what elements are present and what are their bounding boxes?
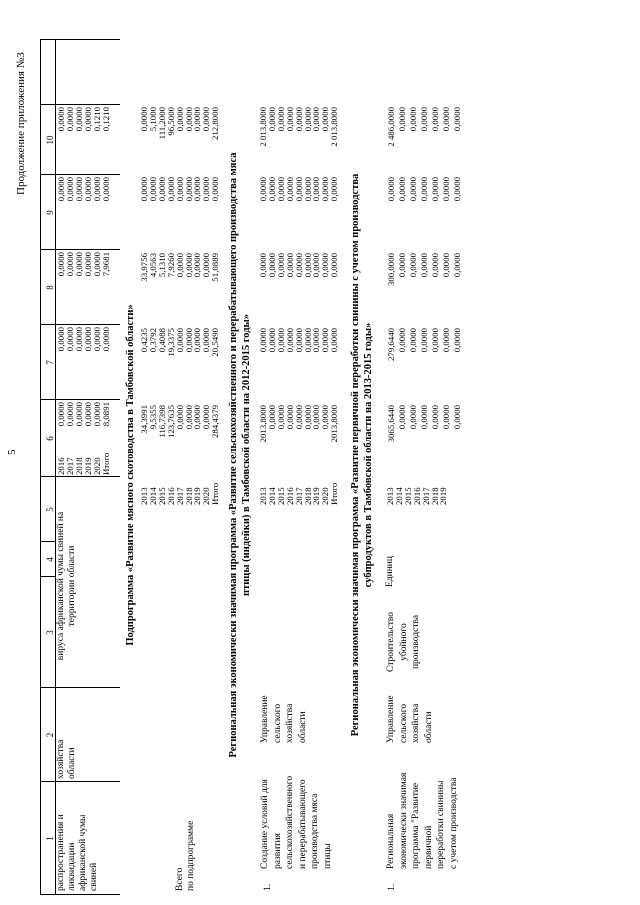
header-col-2: 2 (45, 732, 55, 738)
year-cell: 2014 (147, 487, 158, 505)
sub2-v8 (259, 253, 339, 325)
value-cell: 0,0000 (284, 177, 295, 202)
value-cell: 0,0000 (56, 252, 66, 277)
value-cell: 0,0000 (311, 107, 322, 132)
sub2-v6 (259, 405, 339, 480)
value-cell: 0,0000 (397, 253, 407, 278)
value-cell: 0,0000 (452, 253, 462, 278)
top-years (57, 453, 110, 475)
year-cell: 2016 (165, 487, 176, 505)
header-col-4: 4 (45, 557, 55, 562)
value-cell: 0,0000 (329, 253, 340, 278)
text-line: африканской чумы (78, 814, 88, 891)
value-cell: 0,4235 (139, 328, 149, 353)
header-col-1: 1 (45, 836, 55, 841)
value-cell: 0,0000 (275, 328, 286, 353)
value-cell: 0,0000 (302, 405, 313, 430)
header-col-7: 7 (45, 360, 55, 365)
sub3-v6 (386, 405, 463, 480)
value-cell: 0,0000 (408, 253, 418, 278)
value-cell: 0,0000 (311, 177, 322, 202)
text-line: территории области (67, 545, 77, 627)
value-cell: 0,0000 (64, 327, 75, 352)
value-cell: 0,0000 (408, 405, 418, 430)
value-cell: 7,9260 (165, 253, 176, 278)
sub1-v10 (140, 107, 220, 170)
value-cell: 0,0000 (441, 405, 451, 430)
value-cell: 0,0000 (201, 107, 212, 132)
value-cell: 0,0000 (64, 107, 75, 132)
value-cell: 4,0563 (147, 253, 158, 278)
top-v7 (57, 327, 110, 395)
value-cell: 0,0000 (73, 107, 84, 132)
value-cell: 0,4088 (156, 328, 167, 353)
value-cell: 0,0000 (201, 405, 212, 430)
value-cell: 0,0000 (397, 177, 407, 202)
value-cell: 0,0000 (311, 253, 322, 278)
value-cell: 0,0000 (56, 107, 66, 132)
year-cell: 2018 (73, 457, 84, 475)
value-cell: 0,0000 (452, 177, 462, 202)
value-cell: 0,0000 (266, 328, 277, 353)
value-cell: 0,0000 (192, 177, 203, 202)
value-cell: 5,1000 (147, 107, 158, 132)
year-cell: 2016 (411, 487, 422, 505)
value-cell: 33,9756 (139, 253, 149, 282)
text-line: Региональная (386, 813, 396, 869)
value-cell: 0,0000 (73, 252, 84, 277)
year-cell: 2018 (302, 487, 313, 505)
value-cell: 51,0889 (210, 253, 221, 282)
value-cell: 284,4379 (210, 405, 221, 438)
value-cell: 279,6440 (386, 328, 396, 361)
value-cell: 0,0000 (174, 107, 185, 132)
year-cell: 2015 (156, 487, 167, 505)
top-c3-text (56, 486, 78, 686)
sub1-c1-text (175, 821, 197, 891)
text-line: экономически значимая (398, 772, 409, 869)
text-line: области (67, 747, 77, 779)
value-cell: 0,0000 (73, 327, 84, 352)
value-cell: 0,0000 (320, 107, 331, 132)
value-cell: 0,1210 (100, 107, 111, 132)
value-cell: 0,0000 (91, 252, 102, 277)
value-cell: 0,0000 (441, 177, 451, 202)
year-cell: 2015 (275, 487, 286, 505)
header-col-6: 6 (45, 436, 55, 441)
value-cell: 0,0000 (302, 177, 313, 202)
value-cell: 0,0000 (320, 328, 331, 353)
value-cell: 0,0000 (91, 327, 102, 352)
value-cell: 0,0000 (56, 402, 66, 427)
value-cell: 5,1310 (156, 253, 167, 278)
header-col-5: 5 (45, 507, 55, 512)
value-cell: 0,0000 (397, 107, 407, 132)
text-line: сельского (398, 703, 409, 743)
row-number: 1. (263, 883, 273, 891)
year-cell: 2019 (438, 487, 449, 505)
text-line: ликвидации (67, 842, 77, 891)
text-line: хозяйства (56, 739, 66, 779)
value-cell: 0,0000 (275, 107, 286, 132)
grid-line (40, 39, 120, 40)
year-cell: 2020 (320, 487, 331, 505)
value-cell: 0,0000 (183, 253, 194, 278)
value-cell: 2 013,8000 (329, 107, 340, 147)
value-cell: 2 013,8000 (258, 107, 268, 147)
sub2-c2-text (259, 695, 309, 743)
value-cell: 0,0000 (139, 107, 149, 132)
text-line: Управление (260, 695, 270, 743)
text-line: вируса африканской чумы свиней на (56, 511, 66, 661)
value-cell: 0,0000 (293, 328, 304, 353)
text-line: по подпрограмме (186, 820, 196, 891)
text-line: с учетом производства (448, 777, 459, 869)
year-cell: 2017 (293, 487, 304, 505)
year-cell: Итого (329, 482, 340, 505)
header-col-9: 9 (45, 210, 55, 215)
value-cell: 0,0000 (275, 177, 286, 202)
page-number: 5 (6, 449, 18, 455)
value-cell: 0,0000 (56, 177, 66, 202)
value-cell: 8,0891 (100, 402, 111, 427)
sub1-v8 (140, 253, 220, 325)
value-cell: 0,0000 (320, 253, 331, 278)
header-col-10: 10 (45, 135, 55, 145)
value-cell: 0,0000 (82, 327, 93, 352)
sub3-c3-text (385, 612, 423, 672)
value-cell: 0,0000 (82, 402, 93, 427)
value-cell: 0,0000 (82, 177, 93, 202)
value-cell: 0,0000 (430, 107, 440, 132)
value-cell: 0,0000 (302, 107, 313, 132)
subprogram-title: Подпрограмма «Развитие мясного скотоводства в Тамбовской области» (125, 304, 136, 646)
continuation-note: Продолжение приложения №3 (15, 52, 27, 195)
year-cell: 2016 (284, 487, 295, 505)
top-v8 (57, 252, 110, 320)
value-cell: 0,1210 (91, 107, 102, 132)
value-cell: 2013,8000 (329, 405, 340, 443)
value-cell: 0,0000 (408, 107, 418, 132)
value-cell: 0,0000 (266, 253, 277, 278)
sub3-v9 (386, 177, 463, 245)
value-cell: 0,0000 (419, 177, 429, 202)
year-cell: 2018 (429, 487, 440, 505)
value-cell: 0,0000 (82, 252, 93, 277)
value-cell: 0,0000 (100, 327, 111, 352)
year-cell: 2019 (311, 487, 322, 505)
value-cell: 0,0000 (397, 405, 407, 430)
value-cell: 0,0000 (419, 253, 429, 278)
value-cell: 0,0000 (183, 328, 194, 353)
year-cell: 2020 (201, 487, 212, 505)
unit-label: Единиц (385, 556, 395, 587)
text-line: области (423, 711, 434, 743)
value-cell: 0,0000 (100, 177, 111, 202)
value-cell: 0,0000 (284, 253, 295, 278)
value-cell: 0,0000 (192, 328, 203, 353)
value-cell: 0,0000 (174, 253, 185, 278)
program-title-line1: Региональная экономически значимая программа «Развитие первичной переработки свинины с учетом производства (350, 173, 361, 737)
value-cell: 7,9681 (100, 252, 111, 277)
value-cell: 123,7635 (165, 405, 176, 438)
value-cell: 0,0000 (64, 177, 75, 202)
text-line: сельскохозяйственного (285, 775, 295, 869)
value-cell: 0,0000 (64, 402, 75, 427)
table-top-border (40, 40, 41, 895)
value-cell: 0,0000 (91, 177, 102, 202)
value-cell: 0,0000 (201, 328, 212, 353)
year-cell: 2019 (82, 457, 93, 475)
text-line: переработки свинины (436, 780, 446, 869)
text-line: хозяйства (411, 703, 421, 743)
year-cell: 2014 (266, 487, 277, 505)
value-cell: 0,0000 (386, 177, 396, 202)
value-cell: 0,0000 (284, 405, 295, 430)
year-cell: 2013 (258, 487, 268, 505)
value-cell: 20,5490 (210, 328, 221, 357)
text-line: первичной (423, 825, 434, 869)
text-line: птицы (322, 843, 333, 869)
value-cell: 0,0000 (329, 177, 340, 202)
year-cell: Итого (100, 452, 111, 475)
value-cell: 0,0000 (419, 405, 429, 430)
value-cell: 0,0000 (408, 328, 418, 353)
year-cell: 2017 (420, 487, 431, 505)
value-cell: 0,0000 (419, 328, 429, 353)
value-cell: 0,0000 (73, 402, 84, 427)
sub3-v7 (386, 328, 463, 400)
sub3-c2-text (385, 695, 435, 743)
value-cell: 0,0000 (452, 107, 462, 132)
row-number: 1. (387, 883, 397, 891)
value-cell: 0,0000 (192, 405, 203, 430)
value-cell: 0,0000 (266, 177, 277, 202)
year-cell: 2017 (64, 457, 75, 475)
text-line: производства (411, 614, 421, 670)
sub1-v6 (140, 405, 220, 480)
text-line: хозяйства (285, 703, 295, 743)
value-cell: 0,0000 (183, 405, 194, 430)
text-line: убойного (398, 623, 409, 661)
value-cell: 0,0000 (147, 177, 158, 202)
value-cell: 0,0000 (293, 405, 304, 430)
sub1-v7 (140, 328, 220, 400)
header-col-8: 8 (45, 285, 55, 290)
text-line: распространения и (56, 814, 66, 891)
top-c2-text (56, 740, 78, 779)
top-v10 (57, 107, 110, 170)
value-cell: 0,0000 (320, 177, 331, 202)
value-cell: 0,0000 (452, 405, 462, 430)
value-cell: 0,0000 (441, 328, 451, 353)
value-cell: 9,5355 (147, 405, 158, 430)
text-line: Управление (386, 695, 396, 743)
top-v9 (57, 177, 110, 245)
program-title-line2: птицы (индейки) в Тамбовской области на 2012-2015 годы» (241, 314, 252, 596)
program-title-line2: субпродуктов в Тамбовской области на 2013-2015 годы» (363, 322, 374, 588)
value-cell: 0,0000 (201, 177, 212, 202)
value-cell: 0,0000 (91, 402, 102, 427)
value-cell: 0,0000 (329, 328, 340, 353)
year-cell: 2019 (192, 487, 203, 505)
value-cell: 0,0000 (258, 253, 268, 278)
value-cell: 0,0000 (210, 177, 221, 202)
text-line: свиней (89, 862, 99, 891)
value-cell: 0,0000 (174, 177, 185, 202)
value-cell: 0,0000 (302, 253, 313, 278)
value-cell: 0,0000 (139, 177, 149, 202)
value-cell: 0,0000 (192, 253, 203, 278)
sub3-c1-text (385, 773, 460, 869)
year-cell: 2013 (139, 487, 149, 505)
value-cell: 300,0000 (386, 253, 396, 286)
value-cell: 0,0000 (165, 177, 176, 202)
year-cell: 2013 (385, 487, 395, 505)
value-cell: 0,0000 (266, 107, 277, 132)
text-line: производства мяса (310, 793, 320, 869)
value-cell: 0,0000 (293, 253, 304, 278)
value-cell: 0,0000 (266, 405, 277, 430)
value-cell: 0,0000 (430, 253, 440, 278)
year-cell: 2017 (174, 487, 185, 505)
value-cell: 0,0000 (284, 328, 295, 353)
year-cell: 2020 (91, 457, 102, 475)
top-v6 (57, 402, 110, 455)
text-line: развития (272, 833, 283, 869)
value-cell: 0,0000 (275, 253, 286, 278)
value-cell: 111,2000 (156, 107, 167, 140)
value-cell: 0,0000 (441, 107, 451, 132)
value-cell: 0,0000 (311, 405, 322, 430)
value-cell: 0,0000 (419, 107, 429, 132)
sub2-years (259, 483, 339, 505)
value-cell: 0,0000 (192, 107, 203, 132)
value-cell: 0,0000 (56, 327, 66, 352)
text-line: Строительство (386, 611, 396, 672)
value-cell: 0,0000 (408, 177, 418, 202)
value-cell: 96,5000 (165, 107, 176, 136)
year-cell: 2015 (402, 487, 413, 505)
value-cell: 0,0000 (258, 177, 268, 202)
value-cell: 0,0000 (430, 405, 440, 430)
year-cell: 2018 (183, 487, 194, 505)
value-cell: 212,8000 (210, 107, 221, 140)
text-line: и перерабатывающего (297, 779, 308, 869)
value-cell: 0,0000 (183, 177, 194, 202)
value-cell: 0,0000 (156, 177, 167, 202)
text-line: Всего (175, 867, 185, 891)
value-cell: 0,0000 (183, 107, 194, 132)
value-cell: 0,0000 (430, 328, 440, 353)
value-cell: 0,0000 (174, 328, 185, 353)
header-col-3: 3 (45, 630, 55, 635)
value-cell: 19,3375 (165, 328, 176, 357)
text-line: программа "Развитие (411, 782, 421, 869)
value-cell: 0,0000 (397, 328, 407, 353)
value-cell: 116,7398 (156, 405, 167, 438)
value-cell: 3065,6440 (386, 405, 396, 443)
year-cell: Итого (210, 482, 221, 505)
value-cell: 0,0000 (293, 107, 304, 132)
value-cell: 0,0000 (441, 253, 451, 278)
year-cell: 2014 (393, 487, 404, 505)
value-cell: 0,0000 (284, 107, 295, 132)
value-cell: 0,0000 (320, 405, 331, 430)
value-cell: 0,0000 (302, 328, 313, 353)
value-cell: 34,3991 (139, 405, 149, 434)
value-cell: 0,0000 (275, 405, 286, 430)
value-cell: 0,0000 (430, 177, 440, 202)
year-cell: 2016 (56, 457, 66, 475)
value-cell: 0,0000 (293, 177, 304, 202)
sub2-c1-text (259, 776, 334, 869)
value-cell: 0,0000 (82, 107, 93, 132)
value-cell: 0,0000 (452, 328, 462, 353)
value-cell: 0,0000 (73, 177, 84, 202)
sub2-v7 (259, 328, 339, 400)
value-cell: 0,0000 (174, 405, 185, 430)
top-c1-text (56, 814, 100, 891)
sub1-v9 (140, 177, 220, 245)
text-line: области (297, 711, 308, 743)
sub3-years (386, 487, 448, 505)
text-line: Создание условий для (260, 779, 270, 869)
sub2-v10 (259, 107, 339, 170)
value-cell: 0,0000 (311, 328, 322, 353)
value-cell: 2 486,0000 (386, 107, 396, 147)
program-title-line1: Региональная экономически значимая программа «Развитие сельскохозяйственного и перерабатывающего производства мяса (228, 152, 239, 758)
text-line: сельского (272, 703, 283, 743)
value-cell: 0,0000 (258, 328, 268, 353)
value-cell: 0,3792 (147, 328, 158, 353)
value-cell: 0,0000 (64, 252, 75, 277)
sub2-v9 (259, 177, 339, 245)
sub3-v8 (386, 253, 463, 325)
sub1-years (140, 483, 220, 505)
sub3-v10 (386, 107, 463, 170)
value-cell: 0,0000 (201, 253, 212, 278)
value-cell: 2013,8000 (258, 405, 268, 443)
